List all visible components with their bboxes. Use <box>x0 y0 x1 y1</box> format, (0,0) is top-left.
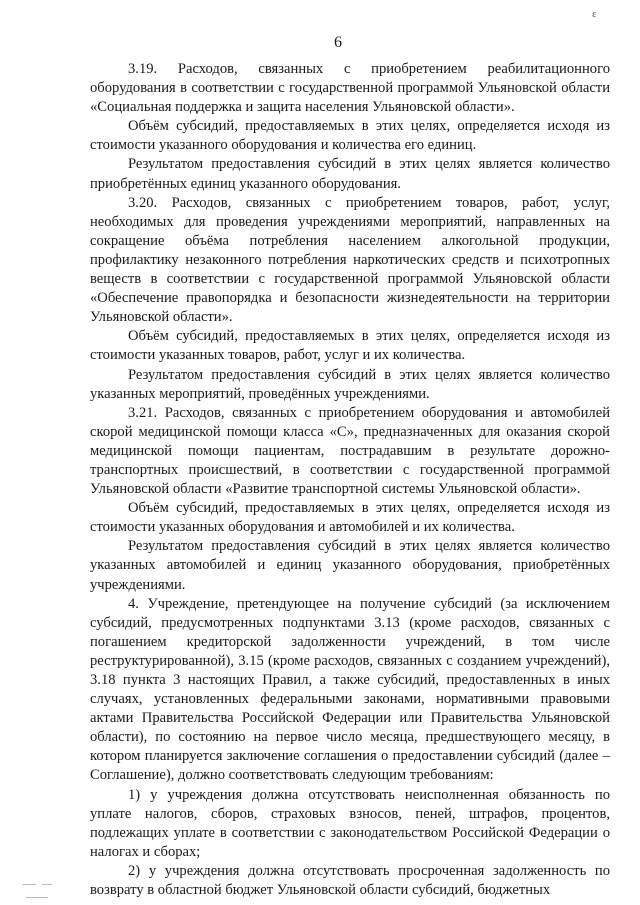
corner-mark: ε <box>592 8 597 20</box>
paragraph-3-21: 3.21. Расходов, связанных с приобретением оборудования и автомобилей скорой медицинской помощи класса «С», предназначенных для оказания скорой медицинской помощи пациентам, пострадавшим в результате дорожно-транспортных происшествий, в соответствии с государственной программой Ульяновской области «Развитие транспортной системы Ульяновской области». <box>90 404 610 498</box>
paragraph-3-20: 3.20. Расходов, связанных с приобретением товаров, работ, услуг, необходимых для проведения учреждениями мероприятий, направленных на сокращение объёма потребления населением алкогольной продукции, профилактику незаконного потребления наркотических средств и психотропных веществ в соответствии с государственной программой Ульяновской области «Обеспечение правопорядка и безопасности жизнедеятельности на территории Ульяновской области». <box>90 194 610 326</box>
paragraph-3-19-volume: Объём субсидий, предоставляемых в этих целях, определяется исходя из стоимости указанного оборудования и количества его единиц. <box>90 118 610 154</box>
paragraph-4-item-1: 1) у учреждения должна отсутствовать неисполненная обязанность по уплате налогов, сборов, страховых взносов, пеней, штрафов, процентов, подлежащих уплате в соответствии с законодательством Российской Федерации о налогах и сборах; <box>90 786 610 860</box>
paragraph-4-item-2: 2) у учреждения должна отсутствовать просроченная задолженность по возврату в областной бюджет Ульяновской области субсидий, бюджетных <box>90 862 610 899</box>
paragraph-3-21-volume: Объём субсидий, предоставляемых в этих целях, определяется исходя из стоимости указанных оборудования и автомобилей и их количества. <box>90 500 610 536</box>
document-body <box>90 60 610 900</box>
paragraph-3-20-volume: Объём субсидий, предоставляемых в этих целях, определяется исходя из стоимости указанных товаров, работ, услуг и их количества. <box>90 328 610 364</box>
scan-artifact <box>42 884 52 885</box>
page-number: 6 <box>334 34 342 51</box>
paragraph-3-19: 3.19. Расходов, связанных с приобретением реабилитационного оборудования в соответствии с государственной программой Ульяновской области «Социальная поддержка и защита населения Ульяновской области». <box>90 61 610 116</box>
scan-artifact <box>26 897 48 898</box>
paragraph-3-20-result: Результатом предоставления субсидий в этих целях является количество указанных мероприятий, проведённых учреждениями. <box>90 366 610 402</box>
paragraph-3-21-result: Результатом предоставления субсидий в этих целях является количество указанных автомобилей и единиц указанного оборудования, приобретённых учреждениями. <box>90 538 610 593</box>
scan-artifact <box>22 884 36 885</box>
paragraph-3-19-result: Результатом предоставления субсидий в этих целях является количество приобретённых единиц указанного оборудования. <box>90 156 610 192</box>
paragraph-4: 4. Учреждение, претендующее на получение субсидий (за исключением субсидий, предусмотренных подпунктами 3.13 (кроме расходов, связанных с погашением кредиторской задолженности учреждений, в том числе реструктурированной), 3.15 (кроме расходов, связанных с созданием учреждений), 3.18 пункта 3 настоящих Правил, а также субсидий, предоставленных в иных случаях, установленных федеральными законами, нормативными правовыми актами Правительства Российской Федерации или Правительства Ульяновской области), по состоянию на первое число месяца, предшествующего месяцу, в котором планируется заключение соглашения о предоставлении субсидий (далее – Соглашение), должно соответствовать следующим требованиям: <box>90 595 610 784</box>
